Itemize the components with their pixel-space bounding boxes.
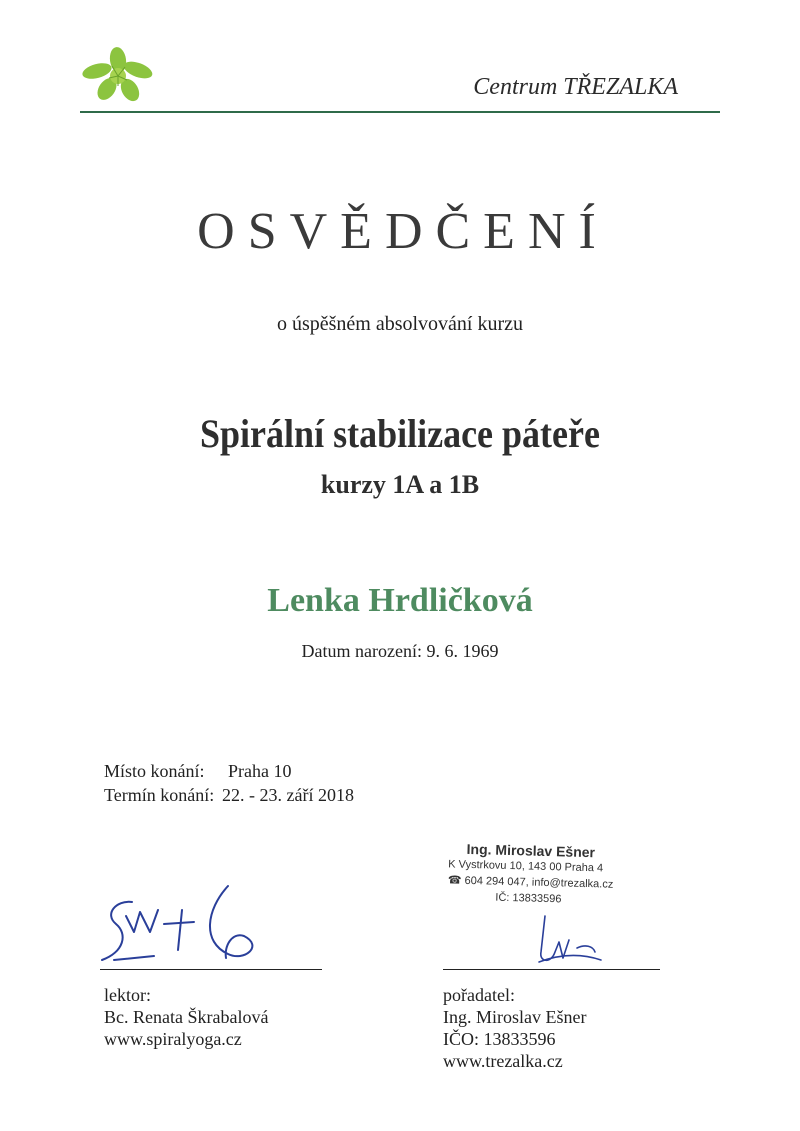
lecturer-website: www.spiralyoga.cz [104,1029,242,1049]
certificate-title: OSVĚDČENÍ [197,203,609,260]
stamp-ico: IČ: 13833596 [495,891,562,906]
date-label: Termín konání: [104,785,215,805]
organizer-block [443,984,586,1072]
organizer-website: www.trezalka.cz [443,1051,563,1071]
lecturer-block [104,984,268,1050]
organizer-signature [525,912,607,970]
organizer-role: pořadatel: [443,985,515,1005]
organizer-signature-line [443,969,660,970]
place-label: Místo konání: [104,761,205,781]
lecturer-signature-line [100,969,322,970]
certificate-subtitle: o úspěšném absolvování kurzu [276,313,524,335]
brand-name: Centrum TŘEZALKA [473,74,678,100]
stamp-name: Ing. Miroslav Ešner [466,840,596,861]
date-row [104,785,354,806]
course-levels: kurzy 1A a 1B [320,470,480,499]
place-value: Praha 10 [228,761,292,781]
birth-date: Datum narození: 9. 6. 1969 [301,641,499,661]
lecturer-signature [94,880,274,970]
header-divider [80,111,720,113]
organizer-name: Ing. Miroslav Ešner [443,1007,587,1027]
recipient-name: Lenka Hrdličková [267,582,533,619]
stamp-contact: ☎ 604 294 047, info@trezalka.cz [447,874,614,891]
date-value: 22. - 23. září 2018 [222,785,354,805]
organizer-ico: IČO: 13833596 [443,1029,556,1049]
st-johns-wort-flower-icon [78,46,158,104]
organizer-stamp [447,840,649,909]
place-row [104,761,292,782]
lecturer-name: Bc. Renata Škrabalová [104,1007,269,1027]
lecturer-role: lektor: [104,985,151,1005]
course-name: Spirální stabilizace páteře [200,411,600,456]
stamp-address: K Vystrkovu 10, 143 00 Praha 4 [448,858,604,875]
